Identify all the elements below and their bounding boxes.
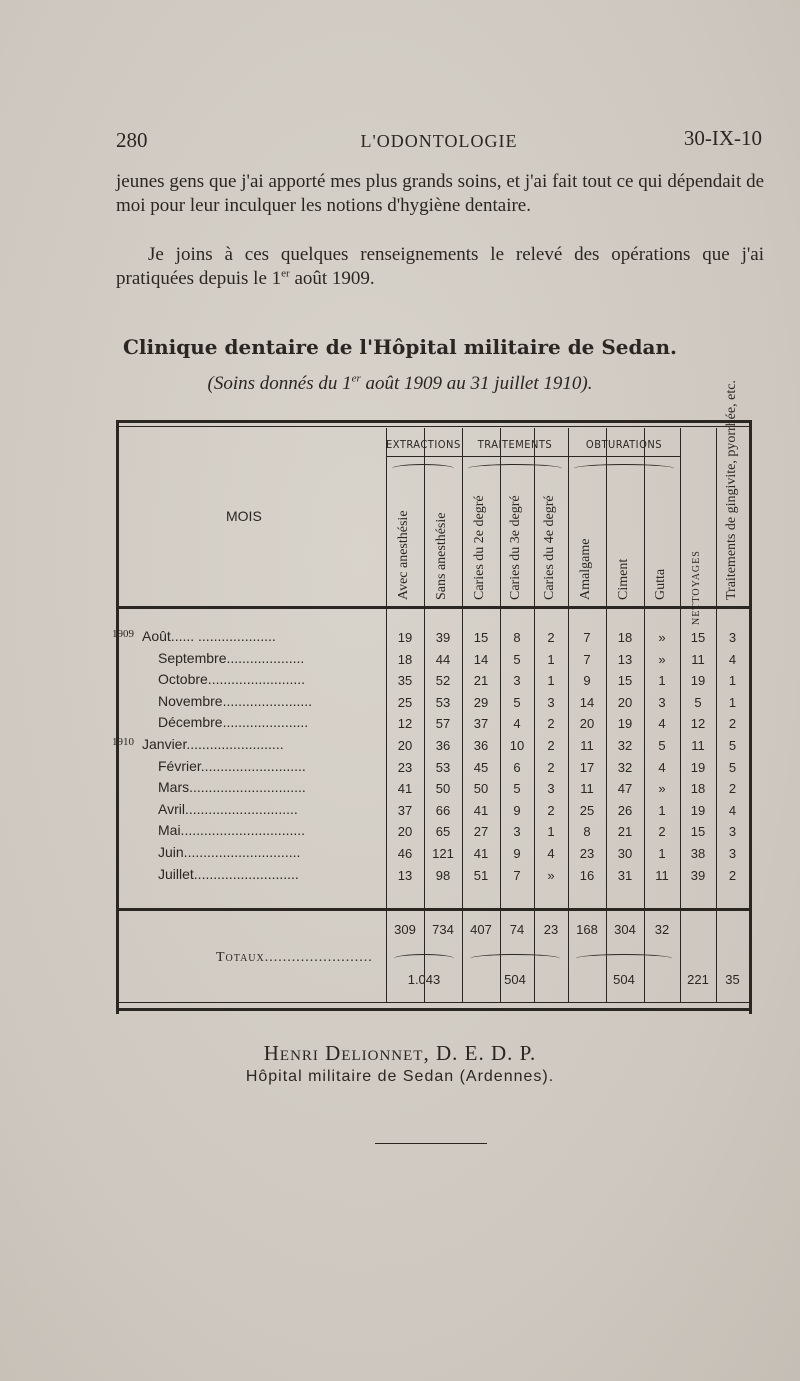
totaux-dots: ........................ <box>264 950 373 965</box>
table-cell: 39 <box>435 630 451 645</box>
table-cell: 9 <box>513 846 521 861</box>
paragraph-2 <box>116 243 764 291</box>
table-cell: 6 <box>513 759 521 775</box>
table-cell: 3 <box>513 824 521 840</box>
table-cell: 15 <box>473 630 489 645</box>
journal-title: L'ODONTOLOGIE <box>360 131 518 151</box>
table-cell: 1 <box>547 673 555 689</box>
table-cell: 19 <box>690 759 706 775</box>
column-divider <box>644 428 645 1002</box>
total-brace <box>394 954 454 963</box>
group-total-cell: 1.043 <box>407 972 441 987</box>
table-cell: 2 <box>728 867 737 883</box>
table-cell: 3 <box>547 781 555 797</box>
table-cell: 47 <box>617 781 633 797</box>
table-cell: 23 <box>397 759 413 775</box>
total-cell: 23 <box>543 922 559 937</box>
table-cell: 15 <box>690 630 706 645</box>
table-cell: 3 <box>547 694 555 710</box>
paragraph-1: jeunes gens que j'ai apporté mes plus grands soins, et j'ai fait tout ce qui dépendait de moi pour leur inculquer les notions d'hygiène dentaire. <box>116 171 764 216</box>
table-cell: 13 <box>397 867 413 883</box>
table-cell: 1 <box>547 651 555 667</box>
month-label: Novembre....................... <box>158 692 313 709</box>
table-cell: 20 <box>617 694 633 710</box>
group-header-extractions: EXTRACTIONS <box>386 438 461 451</box>
table-title: Clinique dentaire de l'Hôpital militaire de Sedan. <box>123 335 677 359</box>
table-cell: 3 <box>728 846 737 861</box>
table-cell: 19 <box>397 630 413 645</box>
table-cell: 39 <box>690 867 706 883</box>
paragraph-2-end: août 1909. <box>289 268 375 289</box>
group-total-cell: 35 <box>725 972 740 987</box>
group-total-cell: 221 <box>687 972 709 987</box>
table-cell: 2 <box>728 716 737 732</box>
table-cell: 13 <box>617 651 633 667</box>
total-cell: 734 <box>432 922 454 937</box>
table-cell: 5 <box>513 694 521 710</box>
table-cell: 41 <box>397 781 413 797</box>
table-cell: 16 <box>579 867 595 883</box>
column-header: Caries du 4e degré <box>542 495 557 600</box>
month-label: Avril............................. <box>158 800 298 817</box>
mois-header: MOIS <box>226 508 262 524</box>
table-cell: 11 <box>655 867 669 883</box>
month-label: Décembre...................... <box>158 714 309 731</box>
table-cell: 1 <box>658 673 666 689</box>
table-cell: 18 <box>690 781 706 797</box>
table-cell: 4 <box>513 716 521 732</box>
table-cell: 14 <box>473 651 489 667</box>
table-cell: 46 <box>397 846 413 861</box>
table-cell: 3 <box>658 694 666 710</box>
table-cell: 3 <box>728 630 737 645</box>
table-cell: 29 <box>473 694 489 710</box>
table-cell: » <box>658 651 666 667</box>
year-label: 1910 <box>112 736 134 748</box>
month-label: Septembre.................... <box>158 649 305 666</box>
superscript: er <box>281 267 290 280</box>
table-cell: 1 <box>728 673 737 689</box>
table-cell: 121 <box>432 846 454 861</box>
author-affiliation: Hôpital militaire de Sedan (Ardennes). <box>245 1068 555 1085</box>
column-header: Caries du 3e degré <box>508 495 523 600</box>
column-header: Traitements de gingivite, pyorrhée, etc. <box>723 380 739 600</box>
table-cell: 20 <box>397 738 413 753</box>
table-cell: 2 <box>547 630 555 645</box>
subtitle-text: (Soins donnés du 1 <box>207 373 352 394</box>
group-header-obturations: OBTURATIONS <box>585 438 663 451</box>
table-cell: 30 <box>617 846 633 861</box>
table-cell: 12 <box>397 716 413 732</box>
table-cell: 4 <box>728 802 737 818</box>
table-cell: » <box>658 630 666 645</box>
group-header-traitements: TRAITEMENTS <box>477 438 553 451</box>
table-cell: 15 <box>617 673 633 689</box>
table-cell: 7 <box>583 651 591 667</box>
table-cell: 1 <box>547 824 555 840</box>
total-brace <box>576 954 672 963</box>
table-cell: 23 <box>579 846 595 861</box>
table-border-top-inner <box>116 426 752 427</box>
table-cell: 19 <box>690 673 706 689</box>
table-cell: 2 <box>728 781 737 797</box>
paragraph-2-text: Je joins à ces quelques renseignements le relevé des opérations que j'ai pratiquées depuis le 1 <box>116 244 764 289</box>
table-cell: 26 <box>617 802 633 818</box>
table-cell: 5 <box>513 651 521 667</box>
subtitle-end: août 1909 au 31 juillet 1910). <box>360 373 593 394</box>
table-cell: 65 <box>435 824 451 840</box>
table-cell: 7 <box>583 630 591 645</box>
superscript: er <box>351 372 361 385</box>
table-border-bottom <box>116 1008 752 1011</box>
group-total-cell: 504 <box>613 972 635 987</box>
table-cell: 15 <box>690 824 706 840</box>
table-cell: 11 <box>580 738 594 753</box>
table-cell: » <box>547 867 555 883</box>
table-cell: 7 <box>513 867 521 883</box>
table-cell: 2 <box>547 716 555 732</box>
table-cell: 38 <box>690 846 706 861</box>
month-label: Février........................... <box>158 757 306 774</box>
table-cell: 3 <box>513 673 521 689</box>
column-header: Ciment <box>616 558 631 600</box>
column-divider <box>606 428 607 1002</box>
table-cell: 2 <box>547 759 555 775</box>
total-cell: 168 <box>576 922 598 937</box>
table-cell: 5 <box>728 738 737 753</box>
totaux-text: Totaux <box>216 950 265 965</box>
table-cell: 18 <box>617 630 633 645</box>
table-cell: 14 <box>579 694 595 710</box>
table-cell: 19 <box>617 716 633 732</box>
column-header: Sans anesthésie <box>434 512 449 600</box>
table-cell: 21 <box>617 824 633 840</box>
table-cell: 8 <box>583 824 591 840</box>
month-label: Janvier......................... <box>142 736 284 752</box>
table-border-bottom-inner <box>116 1002 752 1003</box>
total-cell: 32 <box>654 922 670 937</box>
table-cell: 41 <box>473 846 489 861</box>
table-cell: 20 <box>579 716 595 732</box>
table-cell: 4 <box>728 651 737 667</box>
table-cell: 53 <box>435 694 451 710</box>
table-cell: 11 <box>580 781 594 797</box>
month-label: Juin.............................. <box>158 844 301 860</box>
table-cell: 50 <box>435 781 451 797</box>
table-cell: 2 <box>547 802 555 818</box>
table-cell: 5 <box>658 738 666 753</box>
year-label: 1909 <box>112 628 134 640</box>
table-border-right <box>749 420 752 1014</box>
author-signature: Henri Delionnet, D. E. D. P. <box>263 1041 537 1065</box>
table-cell: 20 <box>397 824 413 840</box>
table-cell: 52 <box>435 673 451 689</box>
column-header: Gutta <box>653 568 668 600</box>
column-divider <box>424 428 425 1002</box>
table-cell: 36 <box>435 738 451 753</box>
table-cell: 5 <box>513 781 521 797</box>
column-divider <box>680 428 681 1002</box>
table-cell: 2 <box>547 738 555 753</box>
table-cell: 32 <box>617 738 633 753</box>
column-header: NETTOYAGES <box>691 550 702 625</box>
column-divider <box>716 428 717 1002</box>
running-header <box>116 128 762 158</box>
table-cell: 36 <box>473 738 489 753</box>
end-rule <box>375 1143 487 1144</box>
column-divider <box>534 428 535 1002</box>
total-cell: 309 <box>394 922 416 937</box>
table-cell: 19 <box>690 802 706 818</box>
table-cell: 4 <box>547 846 555 861</box>
table-cell: 45 <box>473 759 489 775</box>
table-cell: 9 <box>583 673 591 689</box>
table-cell: 37 <box>397 802 413 818</box>
month-label: Mai................................ <box>158 822 306 839</box>
table-cell: 1 <box>728 694 737 710</box>
column-header: Amalgame <box>578 538 593 600</box>
header-bottom-rule <box>116 606 749 609</box>
table-cell: 1 <box>658 802 666 818</box>
group-underline <box>386 456 680 457</box>
table-cell: 8 <box>513 630 521 645</box>
table-cell: 2 <box>658 824 666 840</box>
group-brace <box>468 464 562 473</box>
month-label: Juillet........................... <box>158 865 299 882</box>
month-label: Octobre......................... <box>158 671 306 688</box>
table-cell: 9 <box>513 802 521 818</box>
table-cell: 98 <box>435 867 451 883</box>
column-divider <box>568 428 569 1002</box>
table-cell: 37 <box>473 716 489 732</box>
table-cell: 4 <box>658 759 666 775</box>
table-cell: 35 <box>397 673 413 689</box>
table-cell: 25 <box>579 802 595 818</box>
totals-top-rule <box>116 908 749 911</box>
table-cell: 5 <box>694 694 702 710</box>
table-border-left <box>116 420 119 1014</box>
table-cell: » <box>658 781 666 797</box>
totaux-label <box>216 950 373 966</box>
table-cell: 10 <box>509 738 525 753</box>
table-cell: 53 <box>435 759 451 775</box>
table-cell: 5 <box>728 759 737 775</box>
table-cell: 32 <box>617 759 633 775</box>
table-cell: 1 <box>658 846 666 861</box>
page-number: 280 <box>116 128 148 152</box>
column-header: Caries du 2e degré <box>472 495 487 600</box>
table-cell: 11 <box>691 738 705 753</box>
table-cell: 17 <box>579 759 595 775</box>
table-cell: 18 <box>397 651 413 667</box>
table-cell: 50 <box>473 781 489 797</box>
table-cell: 41 <box>473 802 489 818</box>
table-cell: 66 <box>435 802 451 818</box>
table-cell: 44 <box>435 651 451 667</box>
total-cell: 74 <box>509 922 525 937</box>
table-cell: 51 <box>473 867 489 883</box>
issue-date: 30-IX-10 <box>683 126 762 150</box>
table-cell: 27 <box>473 824 489 840</box>
total-brace <box>470 954 560 963</box>
table-cell: 3 <box>728 824 737 840</box>
table-cell: 57 <box>435 716 451 732</box>
table-border-top <box>116 420 752 423</box>
column-divider <box>386 428 387 1002</box>
month-label: Mars.............................. <box>158 779 306 796</box>
column-divider <box>462 428 463 1002</box>
group-brace <box>392 464 454 473</box>
table-cell: 11 <box>691 651 705 667</box>
table-cell: 12 <box>690 716 706 732</box>
table-cell: 21 <box>473 673 489 689</box>
month-label: Août...... .................... <box>142 628 276 644</box>
table-subtitle <box>0 373 800 395</box>
group-brace <box>574 464 674 473</box>
total-cell: 304 <box>614 922 636 937</box>
table-cell: 31 <box>617 867 633 883</box>
group-total-cell: 504 <box>504 972 526 987</box>
table-cell: 4 <box>658 716 666 732</box>
column-divider <box>500 428 501 1002</box>
table-cell: 25 <box>397 694 413 710</box>
column-header: Avec anesthésie <box>396 510 411 600</box>
total-cell: 407 <box>470 922 492 937</box>
